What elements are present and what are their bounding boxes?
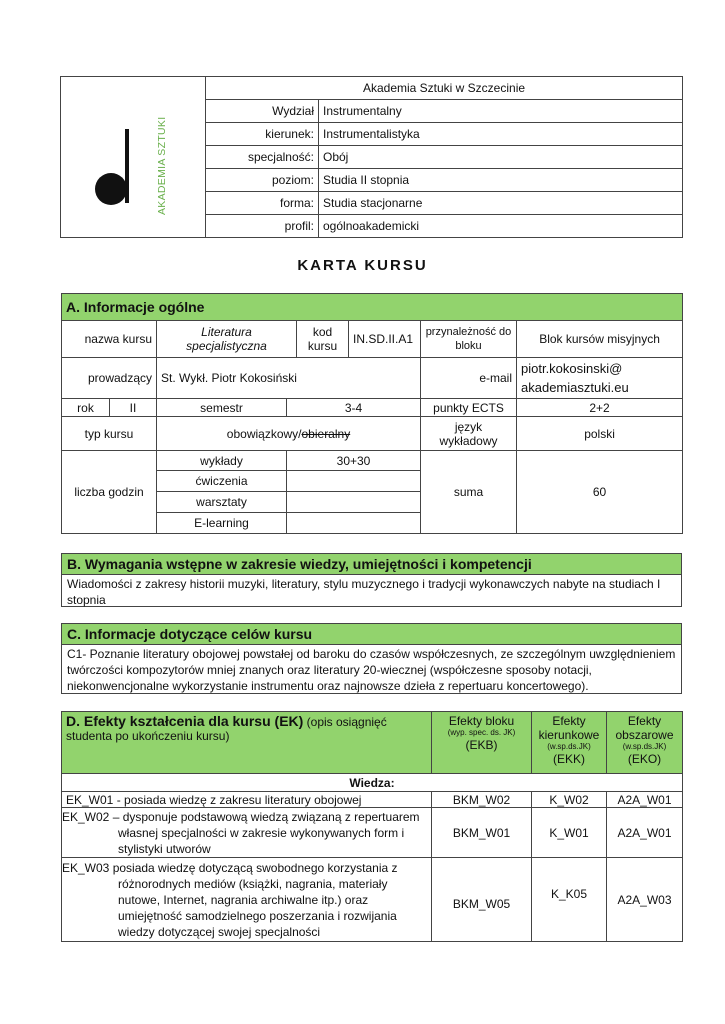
level-label: poziom: [206,169,319,192]
year-value: II [110,399,157,417]
col-eko-header [607,712,683,774]
logo-graphic [62,77,205,237]
semester-value: 3-4 [287,399,421,417]
block-value: Blok kursów misyjnych [517,321,683,358]
table-row [62,858,683,942]
section-c-heading: C. Informacje dotyczące celów kursu [62,624,681,645]
col-eko-code: (EKO) [627,752,662,766]
email-line-2: akademiasztuki.eu [521,380,629,395]
course-type-label: typ kursu [62,417,157,451]
form-value: Studia stacjonarne [319,192,683,215]
col-ekb-code: (EKB) [465,738,498,752]
col-ekb-sub: (wyp. spec. ds. JK) [447,728,516,737]
academy-logo [62,77,205,237]
course-type-value [157,417,421,451]
effect-ekb: BKM_W01 [432,808,532,858]
hours-workshops-label: warsztaty [157,492,287,513]
col-ekk-title: Efekty kierunkowe [538,714,600,742]
group-knowledge: Wiedza: [62,774,683,792]
institution-name: Akademia Sztuki w Szczecinie [206,77,683,100]
effect-eko: A2A_W01 [607,808,683,858]
language-label: język wykładowy [421,417,517,451]
section-b [61,553,682,607]
year-label: rok [62,399,110,417]
profile-label: profil: [206,215,319,238]
section-d-heading: D. Efekty kształcenia dla kursu (EK) [66,713,304,729]
col-eko-title: Efekty obszarowe [615,714,674,742]
ects-value: 2+2 [517,399,683,417]
effect-ekb: BKM_W02 [432,792,532,808]
col-ekk-header [532,712,607,774]
email-value [517,358,683,399]
profile-value: ogólnoakademicki [319,215,683,238]
language-value: polski [517,417,683,451]
course-name-label: nazwa kursu [62,321,157,358]
semester-label: semestr [157,399,287,417]
section-a-heading: A. Informacje ogólne [62,294,683,321]
section-b-heading: B. Wymagania wstępne w zakresie wiedzy, umiejętności i kompetencji [62,554,681,575]
hours-lectures-value: 30+30 [287,451,421,471]
col-ekb-title: Efekty bloku [448,714,515,728]
section-c [61,623,682,694]
email-line-1: piotr.kokosinski@ [521,361,623,376]
effect-eko: A2A_W01 [607,792,683,808]
section-d-heading-cell [62,712,432,774]
effect-text: EK_W02 – dysponuje podstawową wiedzą związaną z repertuarem własnej specjalności w zakresie wykonywanych form i stylistyki utworów [62,808,432,858]
hours-elearning-label: E-learning [157,513,287,534]
level-value: Studia II stopnia [319,169,683,192]
section-c-text: C1- Poznanie literatury obojowej powstałej od baroku do czasów współczesnych, ze szczególnym uwzględnieniem twórczości kompozytorów mniej znanych oraz literatury 20-wiecznej (współczesne sposoby notacji, niekonwencjonalne wykorzystanie instrumentu oraz najnowsze dzieła z repertuaru koncertowego). [67,647,676,693]
faculty-label: Wydział [206,100,319,123]
col-ekk-code: (EKK) [552,752,585,766]
hours-lectures-label: wykłady [157,451,287,471]
table-row [62,808,683,858]
block-label: przynależność do bloku [421,321,517,358]
email-label: e-mail [421,358,517,399]
section-b-text: Wiadomości z zakresy historii muzyki, literatury, stylu muzycznego i tradycji wykonawczych nabyte na studiach I stopnia [67,577,661,607]
col-ekb-header [432,712,532,774]
effect-text: EK_W03 posiada wiedzę dotyczącą swobodnego korzystania z różnorodnych mediów (książki, nagrania, materiały nutowe, Internet, nagrania archiwalne itp.) oraz umiejętność samodzielnego poszerzania i rozwijania wiedzy dotyczącej swojej specjalności [62,858,432,942]
sum-label: suma [421,451,517,534]
effect-ekk: K_W02 [532,792,607,808]
course-name-value: Literatura specjalistyczna [157,321,297,358]
hours-exercises-label: ćwiczenia [157,471,287,492]
hours-elearning-value [287,513,421,534]
hours-exercises-value [287,471,421,492]
table-row [62,792,683,808]
effect-ekk: K_W01 [532,808,607,858]
course-type-obligatory: obowiązkowy/ [226,426,302,441]
ects-label: punkty ECTS [421,399,517,417]
major-label: kierunek: [206,123,319,146]
hours-workshops-value [287,492,421,513]
section-a-table [61,293,683,534]
hours-label: liczba godzin [62,451,157,534]
effect-ekb: BKM_W05 [432,858,532,942]
form-label: forma: [206,192,319,215]
effect-eko: A2A_W03 [607,858,683,942]
page-title: KARTA KURSU [297,257,428,274]
section-d-table [61,711,683,942]
lecturer-value: St. Wykł. Piotr Kokosiński [157,358,421,399]
faculty-value: Instrumentalny [319,100,683,123]
effect-ekk: K_K05 [532,858,607,942]
effect-text: EK_W01 - posiada wiedzę z zakresu literatury obojowej [62,792,432,808]
course-type-elective: obieralny [301,426,351,441]
specialty-label: specjalność: [206,146,319,169]
course-code-label: kod kursu [297,321,349,358]
specialty-value: Obój [319,146,683,169]
sum-value: 60 [517,451,683,534]
logo-text: AKADEMIA SZTUKI [156,116,168,215]
major-value: Instrumentalistyka [319,123,683,146]
col-eko-sub: (w.sp.ds.JK) [622,742,667,751]
col-ekk-sub: (w.sp.ds.JK) [547,742,591,751]
section-d-heading-note: (opis osiągnięć studenta po ukończeniu kursu) [66,715,387,743]
lecturer-label: prowadzący [62,358,157,399]
course-code-value: IN.SD.II.A1 [349,321,421,358]
